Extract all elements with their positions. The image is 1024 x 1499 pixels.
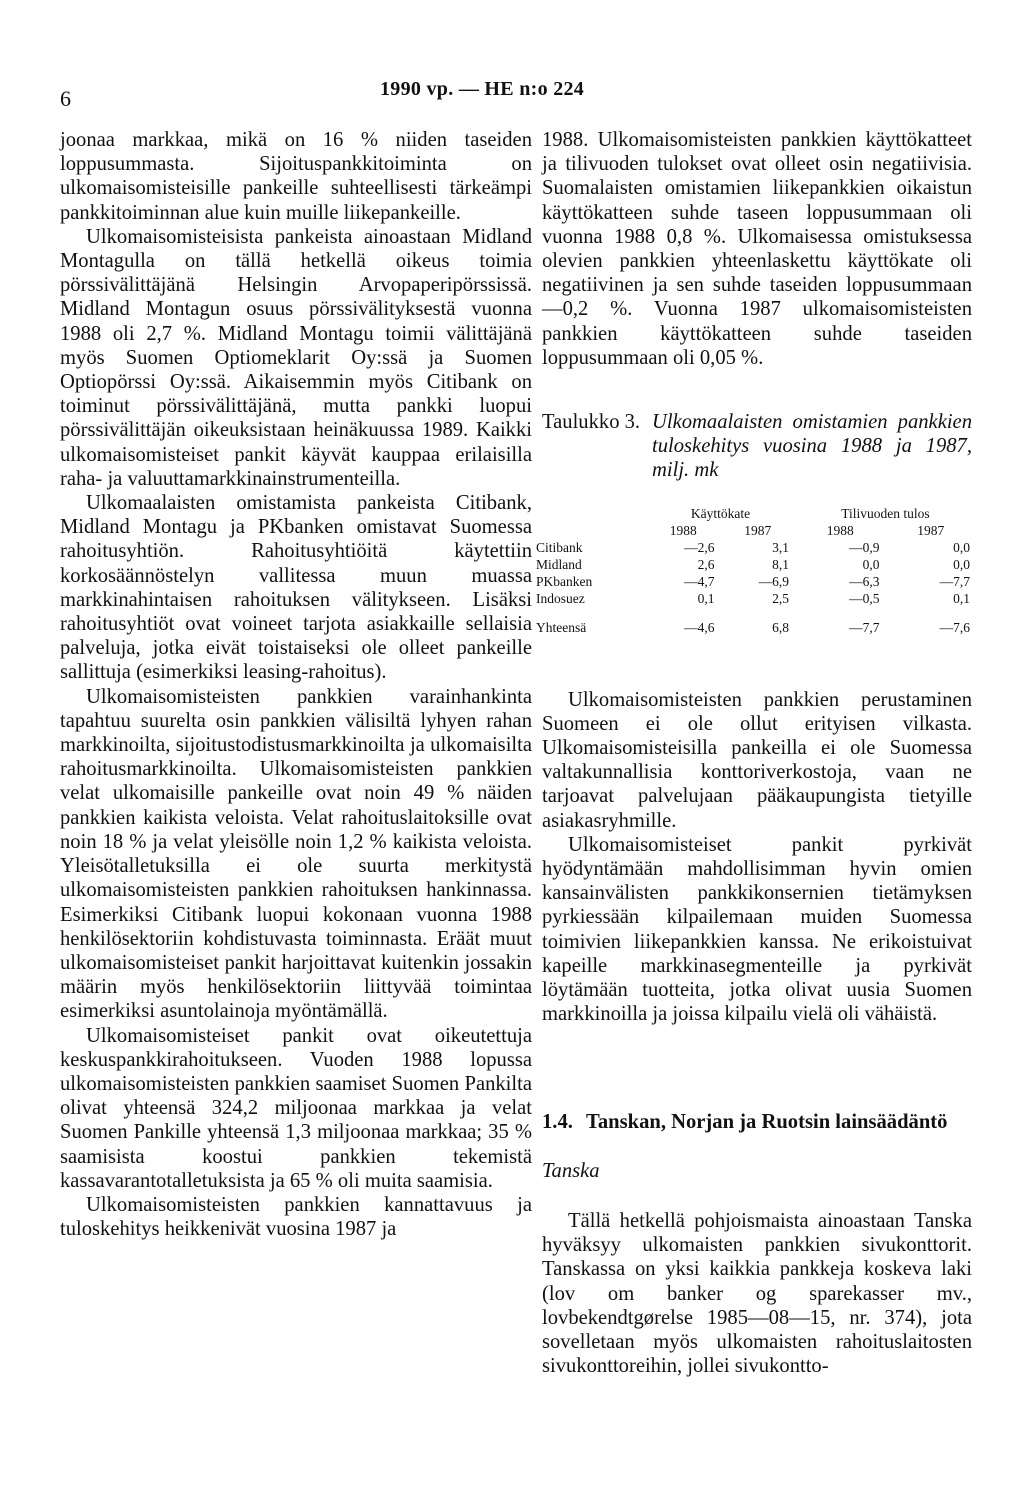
table-cell: —7,6	[939, 619, 970, 635]
section-number: 1.4.	[542, 1111, 573, 1134]
section-title: Tanskan, Norjan ja Ruotsin lainsäädäntö	[586, 1111, 948, 1134]
table-cell: —4,6	[684, 619, 715, 635]
table-spacer	[536, 607, 976, 619]
table-year-header: 1988	[669, 522, 697, 538]
table-cell: —7,7	[849, 619, 880, 635]
paragraph: Ulkomaisomisteisista pankeista ainoastaan Midland Montagulla on tällä hetkellä oikeus toimia pörssivälittäjänä Helsingin Arvopaperipörssissä. Midland Montagun osuus pörssivälityksestä vuonna 1988 oli 2,7 %. Midland Montagu toimii välittäjänä myös Suomen Optiomeklarit Oy:ssä ja Suomen Optiopörssi Oy:ssä. Aikaisemmin myös Citibank on toiminut pörssivälittäjänä, mutta pankki luopui pörssivälittäjän oikeuksistaan heinäkuussa 1989. Kaikki ulkomaisomisteiset pankit käyvät kauppaa erilaisilla raha- ja valuuttamarkkinainstrumenteilla.	[60, 225, 532, 490]
table-group-header: Käyttökate	[690, 505, 751, 521]
table-cell: —6,3	[849, 573, 880, 589]
table-row	[536, 539, 976, 556]
page-number: 6	[60, 86, 71, 111]
bank-name: Citibank	[536, 539, 583, 555]
paragraph: Ulkomaisomisteiset pankit pyrkivät hyödyntämään mahdollisimman hyvin omien kansainvälisten pankkikonsernien tietämyksen pyrkiessään kilpailemaan muiden Suomessa toimivien liikepankkien kanssa. Ne erikoistuivat kapeille markkinasegmenteille ja pyrkivät löytämään tuotteita, jotka olivat uusia Suomen markkinoilla ja joissa kilpailu vielä oli vähäistä.	[542, 833, 972, 1026]
table-cell: 2,6	[697, 556, 715, 572]
total-label: Yhteensä	[536, 619, 587, 635]
paragraph: Ulkomaisomisteisten pankkien kannattavuus ja tuloskehitys heikkenivät vuosina 1987 ja	[60, 1193, 532, 1241]
table-row	[536, 590, 976, 607]
table-cell: 0,0	[953, 539, 970, 555]
table-caption-title: Ulkomaalaisten omistamien pankkien tuloskehitys vuosina 1988 ja 1987, milj. mk	[652, 411, 972, 482]
table-year-header: 1987	[917, 522, 945, 538]
table-cell: —2,6	[684, 539, 715, 555]
table-cell: 3,1	[772, 539, 789, 555]
table-total-row	[536, 619, 976, 636]
table-caption-label: Taulukko 3.	[542, 411, 641, 434]
table-cell: 0,0	[862, 556, 880, 572]
left-column	[60, 128, 532, 1241]
table-cell: 0,1	[953, 590, 970, 606]
results-table	[536, 505, 976, 636]
running-header: 1990 vp. — HE n:o 224	[380, 78, 585, 100]
table-year-header-row	[536, 522, 976, 539]
paragraph: Ulkomaisomisteiset pankit ovat oikeutettuja keskuspankkirahoitukseen. Vuoden 1988 lopussa ulkomaisomisteisten pankkien saamiset Suomen Pankilta olivat yhteensä 324,2 miljoonaa markkaa ja velat Suomen Pankille yhteensä 1,3 miljoonaa markkaa; 35 % saamisista koostui pankkien tekemistä kassavarantotalletuksista ja 65 % oli muita saamisia.	[60, 1024, 532, 1192]
table-cell: 0,1	[697, 590, 715, 606]
paragraph: joonaa markkaa, mikä on 16 % niiden taseiden loppusummasta. Sijoituspankkitoiminta on ulkomaisomisteisille pankeille suhteellisesti tärkeämpi pankkitoiminnan alue kuin muille liikepankeille.	[60, 129, 532, 224]
table-group-header-row	[536, 505, 976, 522]
right-column	[536, 128, 972, 1378]
bank-name: Indosuez	[536, 590, 585, 606]
bank-name: Midland	[536, 556, 582, 572]
paragraph: Tällä hetkellä pohjoismaista ainoastaan Tanska hyväksyy ulkomaisten pankkien sivukonttorit. Tanskassa on yksi kaikkia pankkeja koskeva laki (lov om banker og sparekasser mv., lovbekendtgørelse 1985—08—15, nr. 374), jota sovelletaan myös ulkomaisten rahoituslaitosten sivukonttoreihin, jollei sivukontto-	[542, 1209, 972, 1378]
table-group-header: Tilivuoden tulos	[841, 505, 930, 521]
table-cell: —0,5	[849, 590, 880, 606]
bank-name: PKbanken	[536, 573, 593, 589]
table-cell: 6,8	[772, 619, 789, 635]
table-cell: —0,9	[849, 539, 880, 555]
table-year-header: 1988	[826, 522, 854, 538]
paragraph: Ulkomaisomisteisten pankkien varainhankinta tapahtuu suurelta osin pankkien välisiltä lyhyen rahan markkinoilta, sijoitustodistusmarkkinoilta ja ulkomaisilta rahoitusmarkkinoilta. Ulkomaisomisteisten pankkien velat ulkomaisille pankeille ovat noin 49 % näiden pankkien kaikista veloista. Velat rahoituslaitoksille ovat noin 18 % ja velat yleisölle noin 1,2 % kaikista veloista. Yleisötalletuksilla ei ole suurta merkitystä ulkomaisomisteisten pankkien rahoituksen hankinnassa. Esimerkiksi Citibank luopui kokonaan vuonna 1988 henkilösektoriin kohdistuvasta toiminnasta. Eräät muut ulkomaisomisteiset pankit harjoittavat kuitenkin jossakin määrin myös henkilösektoriin liittyvää toimintaa esimerkiksi asuntolainoja myöntämällä.	[60, 685, 532, 1023]
subheading: Tanska	[542, 1159, 600, 1182]
table-cell: —7,7	[939, 573, 970, 589]
section-heading	[542, 1110, 972, 1134]
paragraph: Ulkomaisomisteisten pankkien perustaminen Suomeen ei ole ollut erityisen vilkasta. Ulkomaisomisteisilla pankeilla ei ole Suomessa valtakunnallisia konttoriverkostoja, vaan ne tarjoavat palvelujaan pääkaupungista tietyille asiakasryhmille.	[542, 688, 972, 832]
paragraph: Ulkomaalaisten omistamista pankeista Citibank, Midland Montagu ja PKbanken omistavat Suomessa rahoitusyhtiön. Rahoitusyhtiöitä käytettiin korkosäännöstelyn vallitessa muun muassa markkinahintaisen rahoituksen välitykseen. Lisäksi rahoitusyhtiöt ovat voineet tarjota asiakkaille sellaisia palveluja, jotka eivät toistaiseksi ole olleet pankeille sallittuja (esimerkiksi leasing-rahoitus).	[60, 492, 532, 684]
table-row	[536, 573, 976, 590]
table-cell: —6,9	[758, 573, 789, 589]
table-year-header: 1987	[744, 522, 772, 538]
table-cell: 0,0	[953, 556, 970, 572]
table-cell: 2,5	[772, 590, 789, 606]
table-caption	[542, 410, 972, 483]
table-cell: 8,1	[772, 556, 789, 572]
table-row	[536, 556, 976, 573]
paragraph: 1988. Ulkomaisomisteisten pankkien käyttökatteet ja tilivuoden tulokset ovat olleet osin negatiivisia. Suomalaisten omistamien liikepankkien oikaistun käyttökatteen suhde taseen loppusummaan oli vuonna 1988 0,8 %. Ulkomaisessa omistuksessa olevien pankkien yhteenlaskettu käyttökate oli negatiivinen ja sen suhde taseiden loppusummaan —0,2 %. Vuonna 1987 ulkomaisomisteisten pankkien käyttökatteen suhde taseiden loppusummaan oli 0,05 %.	[542, 129, 972, 369]
table-cell: —4,7	[684, 573, 715, 589]
